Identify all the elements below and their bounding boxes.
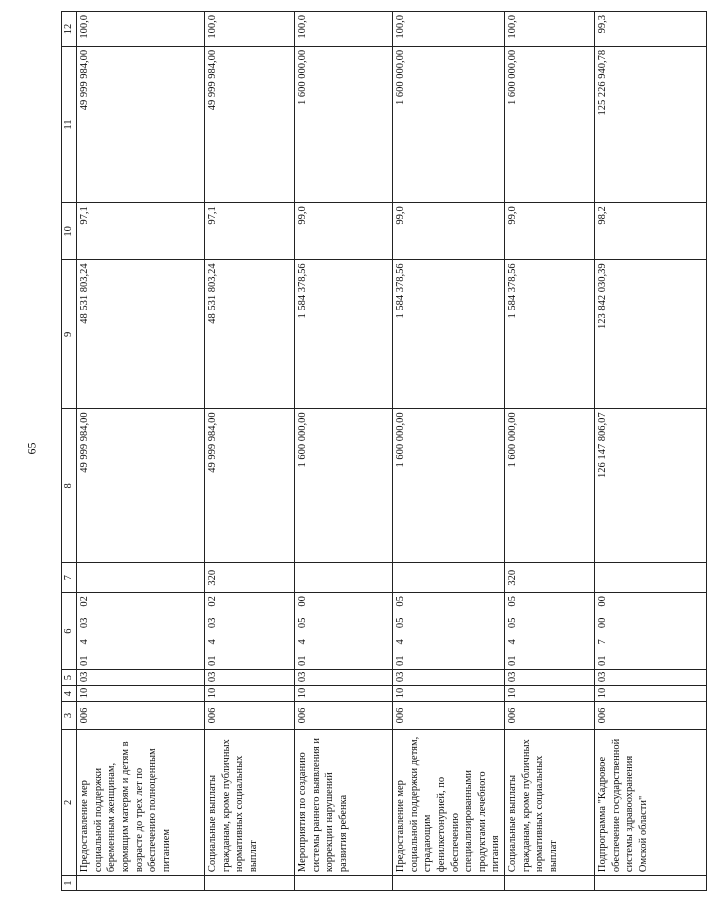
col-header: 9 bbox=[62, 260, 77, 409]
table-row bbox=[505, 12, 595, 891]
code6-part: 02 bbox=[79, 596, 90, 607]
code6-part: 03 bbox=[79, 617, 90, 629]
code6-part: 7 bbox=[597, 639, 609, 645]
col-header: 10 bbox=[62, 203, 77, 260]
code6-part: 4 bbox=[79, 639, 90, 645]
cell-actual: 1 584 378,56 bbox=[393, 260, 505, 409]
cell-code6 bbox=[505, 593, 595, 670]
cell-amount: 125 226 940,78 bbox=[595, 46, 707, 202]
code6-part: 00 bbox=[597, 596, 609, 607]
cell-name: Мероприятия по созданию системы раннего выявления и коррекции нарушений развития ребенка bbox=[295, 729, 393, 876]
rotated-table-container bbox=[61, 11, 650, 891]
code6-part: 05 bbox=[507, 617, 519, 629]
cell-name: Предоставление мер социальной поддержки детям, страдающим фенилкетонурией, по обеспечению специализированными продуктами лечебного питания bbox=[393, 729, 505, 876]
cell-code7 bbox=[295, 563, 393, 593]
cell-percent2: 100,0 bbox=[505, 12, 595, 47]
code6-part: 05 bbox=[507, 596, 519, 607]
col-header: 11 bbox=[62, 46, 77, 202]
code6-part: 4 bbox=[207, 639, 218, 645]
cell-percent2: 99,3 bbox=[595, 12, 707, 47]
cell-name: Подпрограмма "Кадровое обеспечение государственной системы здравоохранения Омской области" bbox=[595, 729, 707, 876]
code6-part: 00 bbox=[297, 596, 308, 607]
cell-percent: 99,0 bbox=[295, 203, 393, 260]
table-row bbox=[295, 12, 393, 891]
table-row bbox=[77, 12, 205, 891]
col-header: 8 bbox=[62, 409, 77, 563]
cell-col1 bbox=[393, 876, 505, 891]
cell-percent2: 100,0 bbox=[205, 12, 295, 47]
cell-amount: 1 600 000,00 bbox=[295, 46, 393, 202]
cell-code6 bbox=[77, 593, 205, 670]
cell-actual: 1 584 378,56 bbox=[295, 260, 393, 409]
cell-percent: 97,1 bbox=[205, 203, 295, 260]
cell-code4: 10 bbox=[77, 686, 205, 702]
cell-name: Социальные выплаты гражданам, кроме публичных нормативных социальных выплат bbox=[505, 729, 595, 876]
cell-col1 bbox=[77, 876, 205, 891]
code6-parts bbox=[394, 596, 408, 666]
cell-code3: 006 bbox=[393, 702, 505, 729]
col-header: 4 bbox=[62, 686, 77, 702]
page-number: 65 bbox=[24, 442, 39, 455]
cell-name: Социальные выплаты гражданам, кроме публичных нормативных социальных выплат bbox=[205, 729, 295, 876]
cell-percent2: 100,0 bbox=[393, 12, 505, 47]
cell-code6 bbox=[393, 593, 505, 670]
code6-part: 02 bbox=[207, 596, 218, 607]
cell-code5: 03 bbox=[295, 670, 393, 686]
cell-code4: 10 bbox=[505, 686, 595, 702]
cell-percent: 99,0 bbox=[393, 203, 505, 260]
cell-code6 bbox=[205, 593, 295, 670]
code6-parts bbox=[506, 596, 520, 666]
code6-part: 01 bbox=[395, 655, 406, 667]
col-header: 12 bbox=[62, 12, 77, 47]
cell-plan: 126 147 806,07 bbox=[595, 409, 707, 563]
code6-part: 05 bbox=[395, 596, 406, 607]
col-header: 1 bbox=[62, 876, 77, 891]
cell-amount: 49 999 984,00 bbox=[77, 46, 205, 202]
cell-code5: 03 bbox=[595, 670, 707, 686]
code6-part: 05 bbox=[395, 617, 406, 629]
cell-code6 bbox=[595, 593, 707, 670]
col-header: 3 bbox=[62, 702, 77, 729]
cell-plan: 1 600 000,00 bbox=[393, 409, 505, 563]
budget-table bbox=[61, 11, 707, 891]
code6-part: 01 bbox=[507, 655, 519, 667]
cell-code3: 006 bbox=[505, 702, 595, 729]
code6-parts bbox=[206, 596, 220, 666]
col-header: 7 bbox=[62, 563, 77, 593]
cell-actual: 123 842 030,39 bbox=[595, 260, 707, 409]
table-row bbox=[393, 12, 505, 891]
cell-code5: 03 bbox=[77, 670, 205, 686]
cell-percent: 98,2 bbox=[595, 203, 707, 260]
code6-part: 01 bbox=[597, 655, 609, 667]
code6-part: 4 bbox=[297, 639, 308, 645]
cell-plan: 49 999 984,00 bbox=[205, 409, 295, 563]
cell-percent2: 100,0 bbox=[77, 12, 205, 47]
code6-part: 01 bbox=[79, 655, 90, 667]
cell-code3: 006 bbox=[205, 702, 295, 729]
col-header: 6 bbox=[62, 593, 77, 670]
cell-code7 bbox=[77, 563, 205, 593]
cell-code7 bbox=[595, 563, 707, 593]
cell-code3: 006 bbox=[77, 702, 205, 729]
cell-code5: 03 bbox=[505, 670, 595, 686]
col-header: 2 bbox=[62, 729, 77, 876]
table-row bbox=[205, 12, 295, 891]
code6-part: 03 bbox=[207, 617, 218, 629]
col-header: 5 bbox=[62, 670, 77, 686]
cell-plan: 49 999 984,00 bbox=[77, 409, 205, 563]
cell-plan: 1 600 000,00 bbox=[505, 409, 595, 563]
code6-part: 4 bbox=[507, 639, 519, 645]
cell-percent2: 100,0 bbox=[295, 12, 393, 47]
cell-col1 bbox=[595, 876, 707, 891]
cell-col1 bbox=[205, 876, 295, 891]
cell-col1 bbox=[295, 876, 393, 891]
cell-plan: 1 600 000,00 bbox=[295, 409, 393, 563]
code6-part: 00 bbox=[597, 617, 609, 629]
cell-percent: 99,0 bbox=[505, 203, 595, 260]
cell-code7: 320 bbox=[505, 563, 595, 593]
cell-percent: 97,1 bbox=[77, 203, 205, 260]
code6-parts bbox=[296, 596, 310, 666]
code6-part: 01 bbox=[207, 655, 218, 667]
cell-code5: 03 bbox=[393, 670, 505, 686]
code6-parts bbox=[78, 596, 92, 666]
cell-code3: 006 bbox=[595, 702, 707, 729]
column-number-row bbox=[62, 12, 77, 891]
cell-actual: 48 531 803,24 bbox=[205, 260, 295, 409]
cell-amount: 49 999 984,00 bbox=[205, 46, 295, 202]
code6-part: 01 bbox=[297, 655, 308, 667]
cell-code4: 10 bbox=[205, 686, 295, 702]
cell-col1 bbox=[505, 876, 595, 891]
cell-code4: 10 bbox=[595, 686, 707, 702]
cell-code6 bbox=[295, 593, 393, 670]
code6-part: 05 bbox=[297, 617, 308, 629]
cell-name: Предоставление мер социальной поддержки беременным женщинам, кормящим матерям и детям в возрасте до трех лет по обеспечению полноценным питанием bbox=[77, 729, 205, 876]
cell-amount: 1 600 000,00 bbox=[505, 46, 595, 202]
cell-code7: 320 bbox=[205, 563, 295, 593]
cell-code4: 10 bbox=[393, 686, 505, 702]
cell-code4: 10 bbox=[295, 686, 393, 702]
code6-parts bbox=[596, 596, 610, 666]
cell-actual: 1 584 378,56 bbox=[505, 260, 595, 409]
table-row bbox=[595, 12, 707, 891]
cell-amount: 1 600 000,00 bbox=[393, 46, 505, 202]
cell-code5: 03 bbox=[205, 670, 295, 686]
cell-actual: 48 531 803,24 bbox=[77, 260, 205, 409]
cell-code3: 006 bbox=[295, 702, 393, 729]
code6-part: 4 bbox=[395, 639, 406, 645]
cell-code7 bbox=[393, 563, 505, 593]
